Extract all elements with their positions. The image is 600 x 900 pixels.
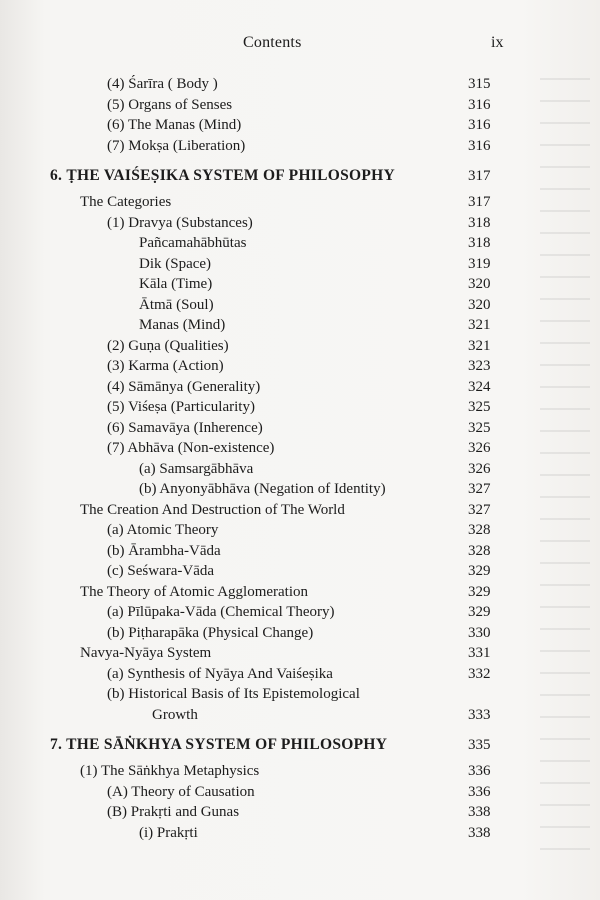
toc-entry-title: (a) Synthesis of Nyāya And Vaiśeṣika (107, 665, 333, 682)
toc-entry (0, 356, 600, 377)
toc-entry (0, 802, 600, 823)
toc-entry-page: 320 (468, 276, 491, 292)
header-title: Contents (243, 34, 302, 51)
toc-entry (0, 479, 600, 500)
toc-entry (0, 684, 600, 705)
toc-entry-title: (A) Theory of Causation (107, 783, 255, 800)
toc-entry-page: 318 (468, 214, 491, 231)
toc-entry-page: 327 (468, 501, 491, 518)
toc-entry (0, 136, 600, 157)
toc-entry-page: 325 (468, 419, 491, 436)
toc-entry (0, 74, 600, 95)
toc-entry (0, 95, 600, 116)
toc-entry-title: Kāla (Time) (139, 276, 213, 292)
toc-entry (0, 213, 600, 234)
toc-entry-title: (5) Organs of Senses (107, 96, 233, 113)
toc-entry-title: Ātmā (Soul) (139, 296, 214, 313)
toc-entry-page: 321 (468, 317, 491, 333)
running-header (0, 34, 600, 58)
toc-entry (0, 192, 600, 213)
header-page-number: ix (491, 34, 504, 51)
toc-entry (0, 438, 600, 459)
toc-entry-title: (b) Ārambha-Vāda (107, 542, 221, 559)
toc-entry (0, 459, 600, 480)
toc-entry-page: 316 (468, 137, 491, 154)
toc-entry-page: 331 (468, 645, 491, 661)
toc-chapter-heading (0, 731, 600, 759)
toc-entry-title: (b) Piṭharapāka (Physical Change) (107, 624, 314, 641)
toc-entry-title: (7) Mokṣa (Liberation) (107, 137, 246, 154)
toc-entry-title: (4) Sāmānya (Generality) (107, 378, 261, 395)
toc-entry-page: 326 (468, 460, 491, 477)
toc-entry-continuation (0, 705, 600, 726)
toc-entry-title: (3) Karma (Action) (107, 358, 224, 374)
toc-entry-title: (a) Atomic Theory (107, 522, 219, 538)
toc-entry-title: Pañcamahābhūtas (139, 235, 247, 251)
toc-entry (0, 233, 600, 254)
toc-entry (0, 115, 600, 136)
toc-entry-page: 320 (468, 296, 491, 313)
table-of-contents (0, 74, 600, 843)
toc-entry-title: (1) The Sāṅkhya Metaphysics (80, 763, 260, 779)
toc-entry-page: 329 (468, 563, 491, 579)
toc-entry-title: (b) Historical Basis of Its Epistemological (107, 686, 360, 702)
toc-entry (0, 377, 600, 398)
toc-entry-page: 324 (468, 378, 491, 395)
toc-entry (0, 418, 600, 439)
toc-entry (0, 823, 600, 844)
toc-chapter-heading (0, 162, 600, 190)
toc-entry (0, 520, 600, 541)
toc-entry-page: 323 (468, 358, 491, 374)
toc-entry (0, 254, 600, 275)
toc-entry-page: 319 (468, 255, 491, 272)
toc-entry-page: 317 (468, 168, 491, 184)
toc-entry-title: (a) Pīlūpaka-Vāda (Chemical Theory) (107, 604, 335, 620)
toc-entry-page: 316 (468, 117, 491, 133)
toc-entry (0, 315, 600, 336)
toc-entry-page: 325 (468, 399, 491, 415)
toc-entry-title: (1) Dravya (Substances) (107, 214, 253, 231)
toc-entry (0, 582, 600, 603)
toc-entry (0, 782, 600, 803)
toc-entry (0, 761, 600, 782)
toc-entry-title: The Categories (80, 194, 172, 210)
toc-entry (0, 274, 600, 295)
toc-entry (0, 602, 600, 623)
toc-entry-title: (b) Anyonyābhāva (Negation of Identity) (139, 481, 386, 497)
toc-entry-title: (B) Prakṛti and Gunas (107, 804, 240, 820)
toc-entry-page: 338 (468, 804, 491, 820)
toc-entry-page: 329 (468, 583, 491, 600)
toc-entry-page: 338 (468, 824, 491, 841)
toc-entry-page: 333 (468, 706, 491, 723)
toc-entry-title: Navya-Nyāya System (80, 645, 212, 661)
toc-entry-title: Manas (Mind) (139, 317, 226, 333)
toc-entry-page: 332 (468, 665, 491, 682)
toc-entry-page: 335 (468, 737, 491, 753)
toc-entry-page: 317 (468, 194, 491, 210)
toc-entry-page: 321 (468, 337, 491, 354)
toc-entry-title: (4) Śarīra ( Body ) (107, 76, 218, 92)
toc-entry-title: Growth (152, 706, 198, 723)
toc-entry-title: (7) Abhāva (Non-existence) (107, 440, 275, 456)
toc-entry-page: 336 (468, 763, 491, 779)
toc-entry-title: (i) Prakṛti (139, 824, 198, 841)
toc-entry-title: (5) Viśeṣa (Particularity) (107, 399, 255, 415)
toc-entry-page: 327 (468, 481, 491, 497)
toc-entry (0, 336, 600, 357)
toc-entry-title: (2) Guṇa (Qualities) (107, 337, 229, 354)
toc-entry (0, 500, 600, 521)
toc-entry-page: 328 (468, 522, 491, 538)
toc-entry-title: (6) The Manas (Mind) (107, 117, 242, 133)
toc-entry (0, 561, 600, 582)
toc-entry-page: 328 (468, 542, 491, 559)
toc-entry-page: 336 (468, 783, 491, 800)
chapter-title: 7. THE SĀṄKHYA SYSTEM OF PHILOSOPHY (50, 736, 388, 753)
toc-entry-page: 318 (468, 235, 491, 251)
toc-entry-title: Dik (Space) (139, 255, 212, 272)
toc-entry-title: The Theory of Atomic Agglomeration (80, 583, 309, 600)
toc-entry-page: 316 (468, 96, 491, 113)
toc-entry-title: The Creation And Destruction of The World (80, 501, 345, 518)
toc-entry (0, 295, 600, 316)
toc-entry-page: 326 (468, 440, 491, 456)
toc-entry (0, 541, 600, 562)
toc-entry-page: 315 (468, 76, 491, 92)
toc-entry-title: (c) Seśwara-Vāda (107, 563, 215, 579)
chapter-title: 6. ṬHE VAIŚEṢIKA SYSTEM OF PHILOSOPHY (50, 167, 396, 184)
toc-entry-title: (6) Samavāya (Inherence) (107, 419, 263, 436)
toc-entry (0, 643, 600, 664)
toc-entry (0, 664, 600, 685)
toc-entry (0, 623, 600, 644)
toc-entry-title: (a) Samsargābhāva (139, 460, 254, 477)
toc-entry (0, 397, 600, 418)
toc-entry-page: 330 (468, 624, 491, 641)
toc-entry-page: 329 (468, 604, 491, 620)
